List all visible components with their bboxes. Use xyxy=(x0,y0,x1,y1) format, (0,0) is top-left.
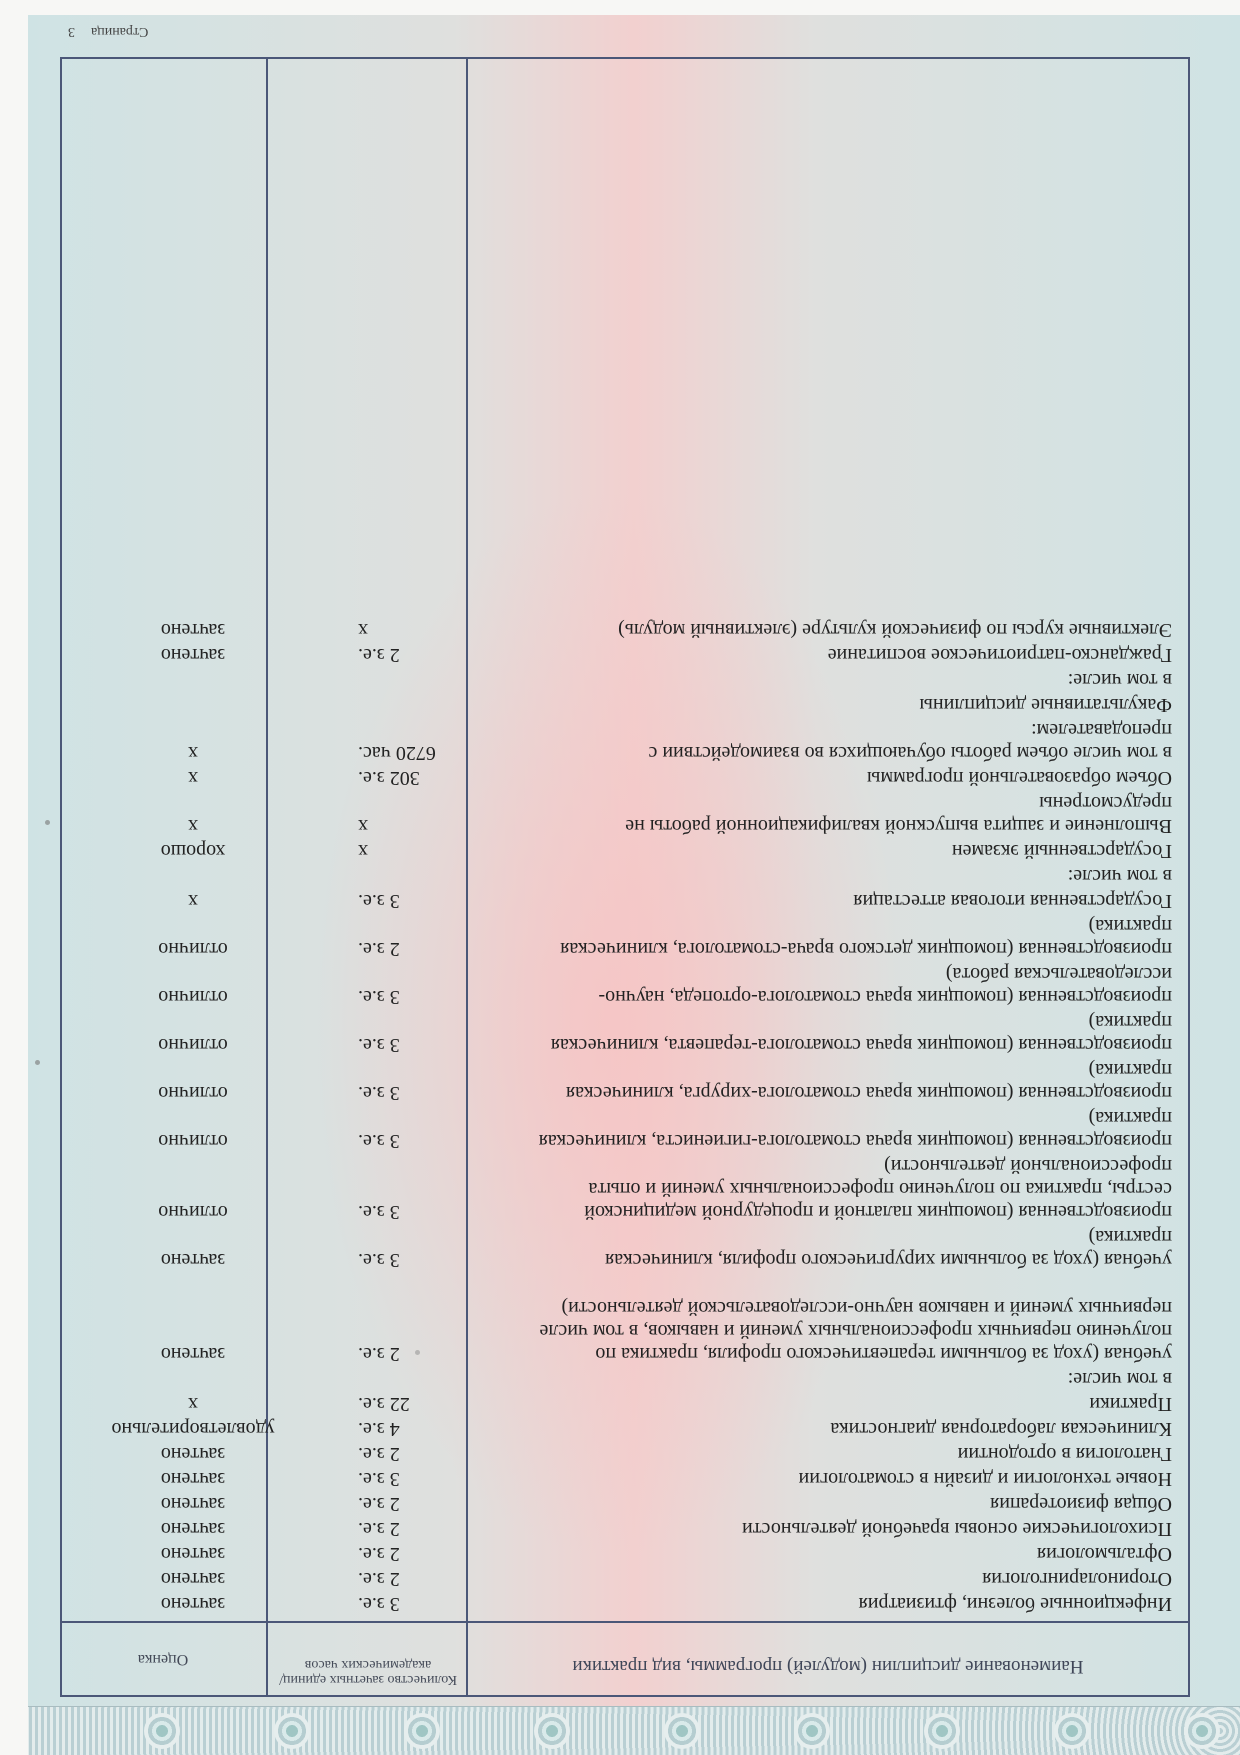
row-discipline-name: Новые технологии и дизайн в стоматологии xyxy=(798,1468,1172,1490)
row-discipline-name: производственная (помощник врача стоматолога-гигиениста, клиническая практика) xyxy=(538,1107,1172,1152)
rosette-ornament xyxy=(534,1713,570,1749)
row-discipline-name: Факультативные дисциплины xyxy=(919,694,1172,716)
row-credits: 2 з.е. xyxy=(358,938,400,960)
row-discipline-name: Гнатология в ортодонтии xyxy=(957,1443,1172,1465)
row-credits: 2 з.е. xyxy=(358,644,400,666)
row-discipline-name: производственная (помощник детского врача-стоматолога, клиническая практика) xyxy=(560,915,1172,960)
row-discipline-name: в том числе: xyxy=(1067,1368,1172,1390)
row-grade: зачтено xyxy=(160,1493,226,1515)
guilloche-border xyxy=(28,1706,1240,1755)
row-discipline-name: в том числе объем работы обучающихся во взаимодействии с преподавателем: xyxy=(648,719,1172,764)
header-name: Наименование дисциплин (модулей) программы, вид практики xyxy=(572,1656,1084,1677)
rosette-ornament xyxy=(274,1713,310,1749)
row-credits: 302 з.е. xyxy=(358,767,420,789)
page-word: Страница xyxy=(91,24,149,39)
row-credits: 3 з.е. xyxy=(358,1249,400,1271)
row-grade: зачтено xyxy=(160,1443,226,1465)
row-grade: зачтено xyxy=(160,1593,226,1615)
row-discipline-name: Оториноларингология xyxy=(982,1568,1172,1590)
row-credits: х xyxy=(358,815,368,837)
rosette-ornament xyxy=(144,1713,180,1749)
rosette-ornament xyxy=(1184,1713,1220,1749)
row-credits: 2 з.е. xyxy=(358,1443,400,1465)
grades-table xyxy=(60,57,1190,1697)
row-credits: 6720 час. xyxy=(358,742,436,764)
row-credits: 3 з.е. xyxy=(358,986,400,1008)
row-grade: зачтено xyxy=(160,644,226,666)
row-grade: зачтено xyxy=(160,1518,226,1540)
row-discipline-name: Государственный экзамен xyxy=(951,840,1172,862)
row-credits: 2 з.е. xyxy=(358,1493,400,1515)
rosette-ornament xyxy=(1054,1713,1090,1749)
row-discipline-name: учебная (уход за больными терапевтического профиля, практика по получению первичных профессиональных умений и навыков, в том числе первичных умений и навыков научно-исследовательской деятельности) xyxy=(539,1297,1172,1365)
row-credits: 3 з.е. xyxy=(358,890,400,912)
row-grade: отлично xyxy=(158,986,228,1008)
rosette-ornament xyxy=(794,1713,830,1749)
row-discipline-name: в том числе: xyxy=(1067,865,1172,887)
paper-speck xyxy=(415,1350,420,1355)
row-grade: отлично xyxy=(158,1082,228,1104)
row-grade: зачтено xyxy=(160,619,226,641)
row-discipline-name: Объем образовательной программы xyxy=(866,767,1172,789)
rosette-ornament xyxy=(404,1713,440,1749)
header-credits: Количество зачетных единиц/ академических часов xyxy=(279,1657,457,1687)
row-credits: 3 з.е. xyxy=(358,1593,400,1615)
row-credits: 2 з.е. xyxy=(358,1343,400,1365)
row-grade: зачтено xyxy=(160,1343,226,1365)
row-grade: отлично xyxy=(158,1034,228,1056)
row-credits: 4 з.е. xyxy=(358,1418,400,1440)
row-grade: зачтено xyxy=(160,1468,226,1490)
row-discipline-name: Выполнение и защита выпускной квалификационной работы не предусмотрены xyxy=(625,792,1172,837)
row-grade: зачтено xyxy=(160,1249,226,1271)
row-grade: х xyxy=(188,1393,198,1415)
row-credits: х xyxy=(358,840,368,862)
security-paper xyxy=(28,15,1240,1755)
paper-speck xyxy=(35,1060,40,1065)
row-discipline-name: Инфекционные болезни, фтизиатрия xyxy=(858,1593,1172,1615)
row-grade: зачтено xyxy=(160,1568,226,1590)
row-discipline-name: Клиническая лабораторная диагностика xyxy=(830,1418,1172,1440)
row-credits: х xyxy=(358,619,368,641)
row-discipline-name: Офтальмология xyxy=(1036,1543,1172,1565)
row-discipline-name: Гражданско-патриотическое воспитание xyxy=(827,644,1172,666)
row-discipline-name: производственная (помощник палатной и процедурной медицинской сестры, практика по получению профессиональных умений и опыта профессиональной деятельности) xyxy=(584,1155,1172,1223)
row-credits: 3 з.е. xyxy=(358,1130,400,1152)
row-grade: х xyxy=(188,742,198,764)
row-grade: хорошо xyxy=(160,840,226,862)
row-grade: х xyxy=(188,767,198,789)
row-discipline-name: Государственная итоговая аттестация xyxy=(853,890,1172,912)
row-credits: 22 з.е. xyxy=(358,1393,410,1415)
row-discipline-name: учебная (уход за больными хирургического профиля, клиническая практика) xyxy=(605,1226,1172,1271)
row-grade: зачтено xyxy=(160,1543,226,1565)
row-credits: 3 з.е. xyxy=(358,1468,400,1490)
paper-speck xyxy=(45,820,50,825)
row-discipline-name: производственная (помощник врача стоматолога-терапевта, клиническая практика) xyxy=(550,1011,1172,1056)
row-discipline-name: производственная (помощник врача стоматолога-хирурга, клиническая практика) xyxy=(565,1059,1172,1104)
rosette-ornament xyxy=(664,1713,700,1749)
row-discipline-name: Элективные курсы по физической культуре (элективный модуль) xyxy=(618,619,1172,641)
row-discipline-name: Психологические основы врачебной деятельности xyxy=(742,1518,1172,1540)
row-discipline-name: Практики xyxy=(1089,1393,1172,1415)
page-number-label xyxy=(68,23,164,39)
header-grade: Оценка xyxy=(137,1651,189,1668)
row-discipline-name: производственная (помощник врача стоматолога-ортопеда, научно-исследовательская работа) xyxy=(598,963,1172,1008)
row-credits: 2 з.е. xyxy=(358,1568,400,1590)
row-grade: отлично xyxy=(158,938,228,960)
row-grade: х xyxy=(188,890,198,912)
row-discipline-name: Общая физиотерапия xyxy=(990,1493,1172,1515)
row-credits: 2 з.е. xyxy=(358,1518,400,1540)
row-credits: 3 з.е. xyxy=(358,1201,400,1223)
row-grade: х xyxy=(188,815,198,837)
row-credits: 2 з.е. xyxy=(358,1543,400,1565)
row-credits: 3 з.е. xyxy=(358,1034,400,1056)
rosette-ornament xyxy=(924,1713,960,1749)
row-grade: удовлетворительно xyxy=(111,1418,275,1440)
row-credits: 3 з.е. xyxy=(358,1082,400,1104)
page-number: 3 xyxy=(68,24,75,39)
row-grade: отлично xyxy=(158,1130,228,1152)
row-discipline-name: в том числе: xyxy=(1067,669,1172,691)
row-grade: отлично xyxy=(158,1201,228,1223)
header-divider xyxy=(62,1621,1188,1623)
